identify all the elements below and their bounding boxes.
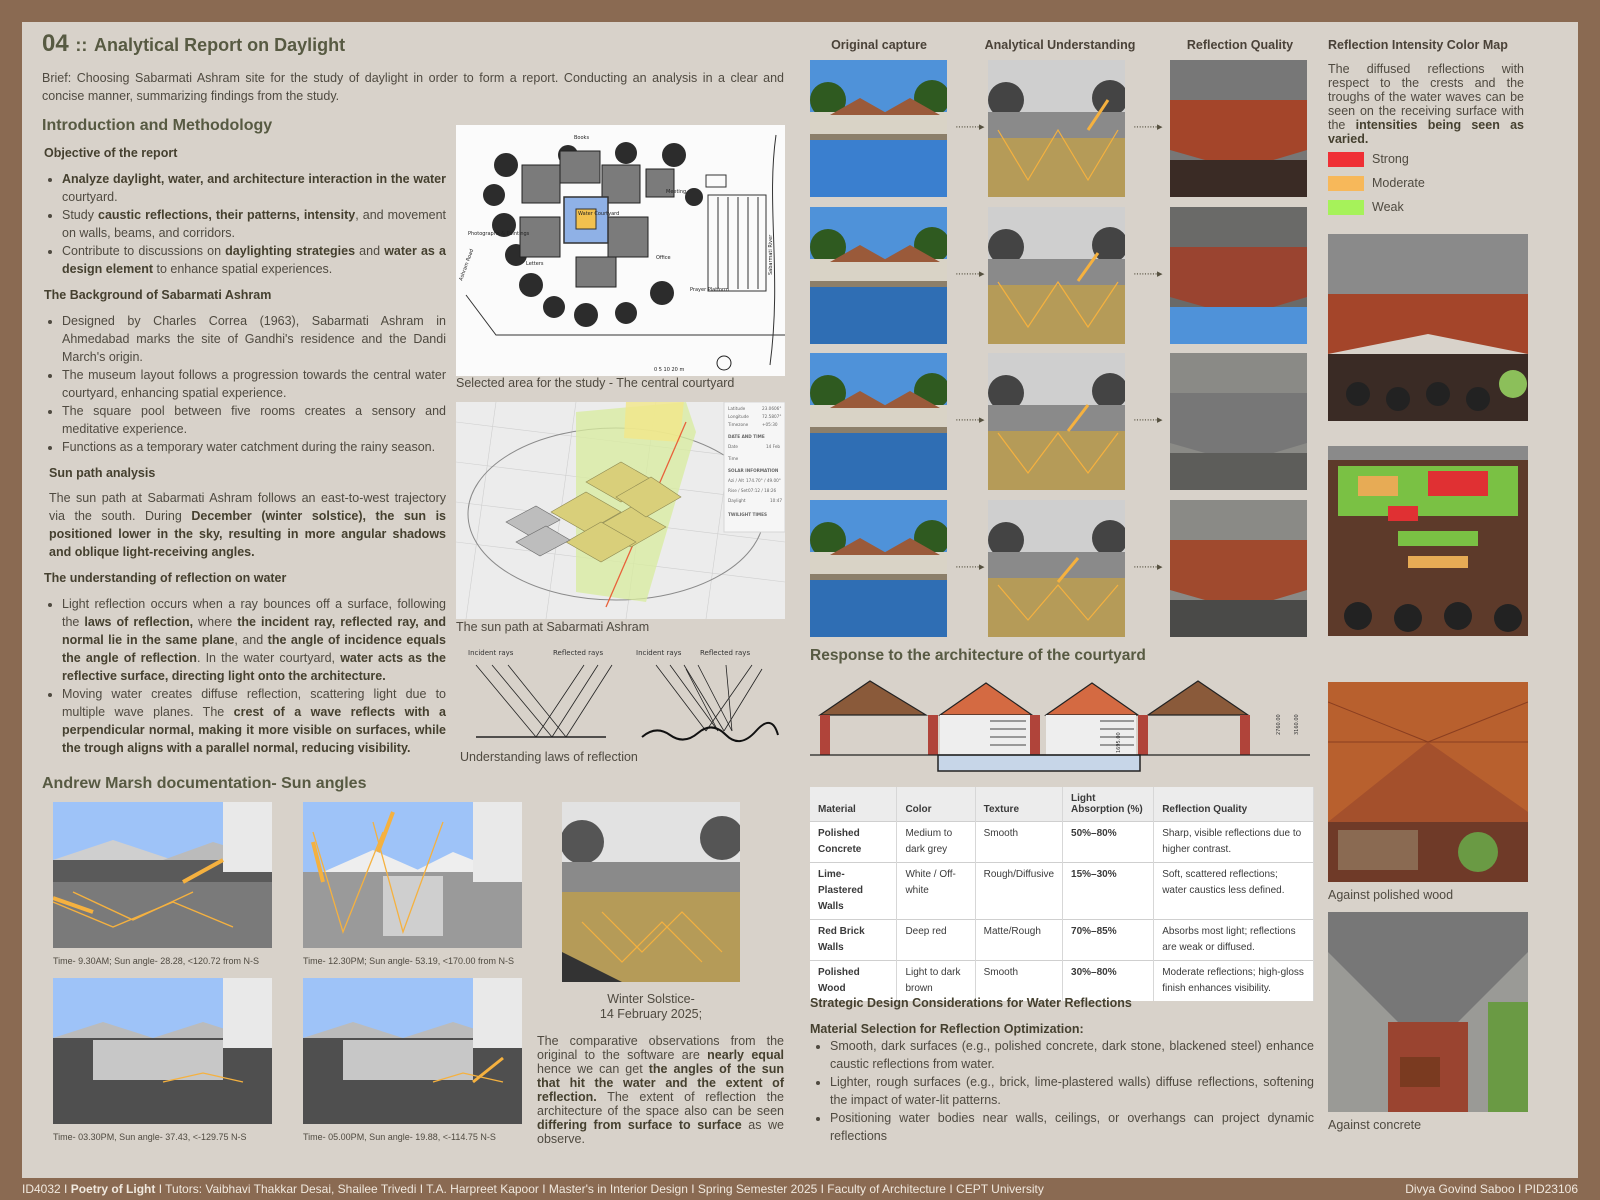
svg-text:Longitude: Longitude bbox=[728, 414, 749, 419]
sun-angle-caption: Time- 05.00PM, Sun angle- 19.88, <-114.75 N-S bbox=[303, 1132, 496, 1142]
original-capture-photo bbox=[810, 207, 947, 344]
table-cell: Smooth bbox=[975, 961, 1062, 1002]
table-cell: Matte/Rough bbox=[975, 920, 1062, 961]
legend-label: Weak bbox=[1372, 200, 1404, 214]
svg-text:Latitude: Latitude bbox=[728, 406, 746, 411]
svg-text:72.5807°: 72.5807° bbox=[762, 414, 782, 419]
table-cell: Polished Wood bbox=[810, 961, 897, 1002]
title-number: 04 bbox=[42, 30, 69, 57]
footer-right: Divya Govind Saboo I PID23106 bbox=[1405, 1182, 1578, 1196]
legend-label: Moderate bbox=[1372, 176, 1425, 190]
table-cell: Deep red bbox=[897, 920, 975, 961]
intro-heading: Introduction and Methodology bbox=[42, 117, 273, 134]
plan-label: Ashram Road bbox=[458, 248, 476, 282]
footer-left: ID4032 I Poetry of Light I Tutors: Vaibhavi Thakkar Desai, Shailee Trivedi I T.A. Harpreet Kapoor I Master's in Interior Design I Spring Semester 2025 I Faculty of Architecture I CEPT University bbox=[22, 1182, 1044, 1196]
original-capture-photo bbox=[810, 353, 947, 490]
svg-text:174.70° / 49.00°: 174.70° / 49.00° bbox=[746, 478, 781, 483]
table-cell: Soft, scattered reflections; water caustics less defined. bbox=[1154, 863, 1314, 920]
table-cell: White / Off-white bbox=[897, 863, 975, 920]
laws-label: Reflected rays bbox=[553, 649, 604, 657]
table-header: Material bbox=[810, 787, 897, 822]
table-cell: 70%–85% bbox=[1063, 920, 1154, 961]
table-header: Color bbox=[897, 787, 975, 822]
svg-text:Azi / Alt: Azi / Alt bbox=[728, 478, 744, 483]
col-header-analytical: Analytical Understanding bbox=[984, 38, 1136, 52]
sun-angle-render-3 bbox=[53, 978, 272, 1124]
col-header-reflection: Reflection Quality bbox=[1186, 38, 1294, 52]
plan-label: Water Courtyard bbox=[578, 211, 620, 217]
site-plan-drawing bbox=[456, 125, 785, 376]
table-row bbox=[810, 822, 1314, 863]
flow-arrow: ·········▸ bbox=[1133, 268, 1162, 280]
flow-arrow: ·········▸ bbox=[955, 268, 984, 280]
plan-label: Prayer Platform bbox=[690, 287, 729, 293]
svg-text:+05:30: +05:30 bbox=[762, 422, 778, 427]
background-heading: The Background of Sabarmati Ashram bbox=[44, 288, 272, 302]
col-header-colormap: Reflection Intensity Color Map bbox=[1328, 38, 1508, 52]
plan-scale: 0 5 10 20 m bbox=[654, 367, 685, 373]
svg-text:07:12 / 18:26: 07:12 / 18:26 bbox=[748, 488, 777, 493]
svg-text:SOLAR INFORMATION: SOLAR INFORMATION bbox=[728, 468, 779, 473]
objective-list bbox=[42, 170, 446, 278]
sunpath-heading: Sun path analysis bbox=[49, 466, 156, 480]
plan-label: Sabarmati River bbox=[768, 234, 774, 275]
intro-column bbox=[42, 144, 446, 757]
svg-text:TWILIGHT TIMES: TWILIGHT TIMES bbox=[728, 512, 767, 517]
title-text: Analytical Report on Daylight bbox=[94, 35, 346, 55]
table-row bbox=[810, 920, 1314, 961]
laws-label: Incident rays bbox=[468, 649, 514, 657]
laws-caption: Understanding laws of reflection bbox=[460, 750, 638, 764]
analytical-understanding-photo bbox=[988, 353, 1125, 490]
section-dimension: 1695.00 bbox=[1116, 732, 1122, 753]
svg-text:Daylight: Daylight bbox=[728, 498, 746, 503]
reflection-quality-photo bbox=[1170, 60, 1307, 197]
sun-angle-render-1 bbox=[53, 802, 272, 948]
table-cell: Medium to dark grey bbox=[897, 822, 975, 863]
section-dimension: 3160.00 bbox=[1294, 714, 1300, 735]
table-cell: Absorbs most light; reflections are weak or diffused. bbox=[1154, 920, 1314, 961]
side-caption-concrete: Against concrete bbox=[1328, 1118, 1422, 1132]
polished-wood-photo bbox=[1328, 682, 1528, 882]
list-item: • Designed by Charles Correa (1963), Sabarmati Ashram in Ahmedabad marks the site of Gandhi's residence and the Dandi March's origin. bbox=[62, 312, 446, 366]
page-title bbox=[42, 30, 345, 58]
table-cell: Moderate reflections; high-gloss finish enhances visibility. bbox=[1154, 961, 1314, 1002]
colormap-text: The diffused reflections with respect to the crests and the troughs of the water waves can be seen on the receiving surface with the intensities being seen as varied. bbox=[1328, 62, 1525, 146]
svg-text:Timezone: Timezone bbox=[728, 422, 749, 427]
svg-text:Time: Time bbox=[728, 456, 739, 461]
sunpath-figure bbox=[456, 402, 785, 619]
flow-arrow: ·········▸ bbox=[1133, 121, 1162, 133]
table-header: Reflection Quality bbox=[1154, 787, 1314, 822]
materials-table bbox=[810, 787, 1314, 1001]
list-item: • Contribute to discussions on daylighting strategies and water as a design element to enhance spatial experiences. bbox=[62, 242, 446, 278]
response-heading: Response to the architecture of the courtyard bbox=[810, 647, 1146, 664]
plan-label: Books bbox=[574, 135, 590, 141]
flow-arrow: ·········▸ bbox=[1133, 414, 1162, 426]
svg-text:Date: Date bbox=[728, 444, 739, 449]
flow-arrow: ·········▸ bbox=[955, 561, 984, 573]
side-caption-wood: Against polished wood bbox=[1328, 888, 1454, 902]
strategic-list bbox=[810, 1037, 1314, 1145]
analytical-understanding-photo bbox=[988, 500, 1125, 637]
legend-label: Strong bbox=[1372, 152, 1409, 166]
flow-arrow: ·········▸ bbox=[955, 121, 984, 133]
reflection-list bbox=[42, 595, 446, 757]
reflection-heading: The understanding of reflection on water bbox=[44, 571, 287, 585]
flow-arrow: ·········▸ bbox=[1133, 561, 1162, 573]
winter-caption: Winter Solstice- 14 February 2025; bbox=[599, 992, 703, 1021]
section-dimension: 2760.00 bbox=[1276, 714, 1282, 735]
reflection-quality-photo bbox=[1170, 207, 1307, 344]
flow-arrow: ·········▸ bbox=[955, 414, 984, 426]
svg-text:DATE AND TIME: DATE AND TIME bbox=[728, 434, 765, 439]
laws-label: Reflected rays bbox=[700, 649, 751, 657]
colormap-photo-heatmap bbox=[1328, 446, 1528, 636]
list-item: • Moving water creates diffuse reflection, scattering light due to multiple wave planes. The crest of a wave reflects with a perpendicular normal, making it more visible on surfaces, while the trough aligns with a parallel normal, reducing visibility. bbox=[62, 685, 446, 757]
plan-caption: Selected area for the study - The central courtyard bbox=[456, 376, 735, 390]
colormap-photo-wood bbox=[1328, 234, 1528, 421]
comparison-text: The comparative observations from the original to the software are nearly equal hence we can get the angles of the sun that hit the water and the extent of reflection. The extent of reflection the architecture of the space also can be seen differing from surface to surface as we observe. bbox=[537, 1034, 784, 1146]
laws-label: Incident rays bbox=[636, 649, 682, 657]
strategic-subheading: Material Selection for Reflection Optimization: bbox=[810, 1022, 1084, 1036]
table-cell: 15%–30% bbox=[1063, 863, 1154, 920]
table-cell: Rough/Diffusive bbox=[975, 863, 1062, 920]
table-cell: 30%–80% bbox=[1063, 961, 1154, 1002]
reflection-quality-photo bbox=[1170, 353, 1307, 490]
plan-label: Meeting bbox=[666, 189, 687, 195]
list-item: • Analyze daylight, water, and architecture interaction in the water courtyard. bbox=[62, 170, 446, 206]
table-header: Light Absorption (%) bbox=[1063, 787, 1154, 822]
plan-label: Office bbox=[656, 255, 671, 261]
analytical-understanding-photo bbox=[988, 207, 1125, 344]
list-item: • The square pool between five rooms creates a sensory and meditative experience. bbox=[62, 402, 446, 438]
background-list bbox=[42, 312, 446, 456]
sun-angle-caption: Time- 9.30AM; Sun angle- 28.28, <120.72 from N-S bbox=[53, 956, 260, 966]
table-row bbox=[810, 863, 1314, 920]
sun-angle-render-2 bbox=[303, 802, 522, 948]
svg-text:Rise / Set: Rise / Set bbox=[728, 488, 748, 493]
legend-swatch bbox=[1328, 200, 1364, 215]
table-cell: Smooth bbox=[975, 822, 1062, 863]
list-item: • Lighter, rough surfaces (e.g., brick, lime-plastered walls) diffuse reflections, softening the impact of water-lit patterns. bbox=[830, 1073, 1314, 1109]
table-cell: Lime-Plastered Walls bbox=[810, 863, 897, 920]
report-board bbox=[22, 22, 1578, 1178]
reflection-quality-photo bbox=[1170, 500, 1307, 637]
sun-angle-caption: Time- 03.30PM, Sun angle- 37.43, <-129.75 N-S bbox=[53, 1132, 247, 1142]
table-header: Texture bbox=[975, 787, 1062, 822]
brief-text: Brief: Choosing Sabarmati Ashram site for the study of daylight in order to form a report. Conducting an analysis in a clear and concise manner, summarizing findings from the study. bbox=[42, 71, 784, 103]
list-item: • Study caustic reflections, their patterns, intensity, and movement on walls, beams, and corridors. bbox=[62, 206, 446, 242]
laws-of-reflection-diagram bbox=[456, 645, 785, 751]
list-item: • Smooth, dark surfaces (e.g., polished concrete, dark stone, blackened steel) enhance caustic reflections from water. bbox=[830, 1037, 1314, 1073]
list-item: • Functions as a temporary water catchment during the rainy season. bbox=[62, 438, 446, 456]
objective-heading: Objective of the report bbox=[44, 146, 178, 160]
list-item: • Light reflection occurs when a ray bounces off a surface, following the laws of reflection, where the incident ray, reflected ray, and normal lie in the same plane, and the angle of incidence equals the angle of reflection. In the water courtyard, water acts as the reflective surface, directing light onto the architecture. bbox=[62, 595, 446, 685]
svg-text:23.0606°: 23.0606° bbox=[762, 406, 782, 411]
table-cell: 50%–80% bbox=[1063, 822, 1154, 863]
svg-text:14 Feb: 14 Feb bbox=[766, 444, 781, 449]
svg-text:10:47: 10:47 bbox=[770, 498, 783, 503]
list-item: • The museum layout follows a progression towards the central water courtyard, enhancing spatial experience. bbox=[62, 366, 446, 402]
analytical-understanding-photo bbox=[988, 60, 1125, 197]
original-capture-photo bbox=[810, 500, 947, 637]
andrew-heading: Andrew Marsh documentation- Sun angles bbox=[42, 775, 367, 792]
legend-swatch bbox=[1328, 152, 1364, 167]
table-cell: Sharp, visible reflections due to higher contrast. bbox=[1154, 822, 1314, 863]
list-item: • Positioning water bodies near walls, ceilings, or overhangs can project dynamic reflections bbox=[830, 1109, 1314, 1145]
plan-label: Photographs & Paintings bbox=[468, 231, 530, 237]
table-cell: Light to dark brown bbox=[897, 961, 975, 1002]
concrete-photo bbox=[1328, 912, 1528, 1112]
table-cell: Red Brick Walls bbox=[810, 920, 897, 961]
sunpath-caption: The sun path at Sabarmati Ashram bbox=[456, 620, 650, 634]
strategic-heading: Strategic Design Considerations for Water Reflections bbox=[810, 996, 1132, 1010]
original-capture-photo bbox=[810, 60, 947, 197]
plan-label: Letters bbox=[526, 261, 544, 267]
title-separator: :: bbox=[75, 35, 88, 55]
sunpath-text: The sun path at Sabarmati Ashram follows an east-to-west trajectory via the south. During December (winter solstice), the sun is positioned lower in the sky, resulting in more angular shadows and oblique light-receiving angles. bbox=[49, 491, 446, 559]
table-cell: Polished Concrete bbox=[810, 822, 897, 863]
footer bbox=[0, 1178, 1600, 1200]
sun-angle-render-4 bbox=[303, 978, 522, 1124]
legend-swatch bbox=[1328, 176, 1364, 191]
winter-solstice-photo bbox=[562, 802, 740, 982]
col-header-original: Original capture bbox=[831, 38, 927, 52]
sun-angle-caption: Time- 12.30PM; Sun angle- 53.19, <170.00 from N-S bbox=[303, 956, 515, 966]
courtyard-section-drawing bbox=[810, 677, 1310, 777]
